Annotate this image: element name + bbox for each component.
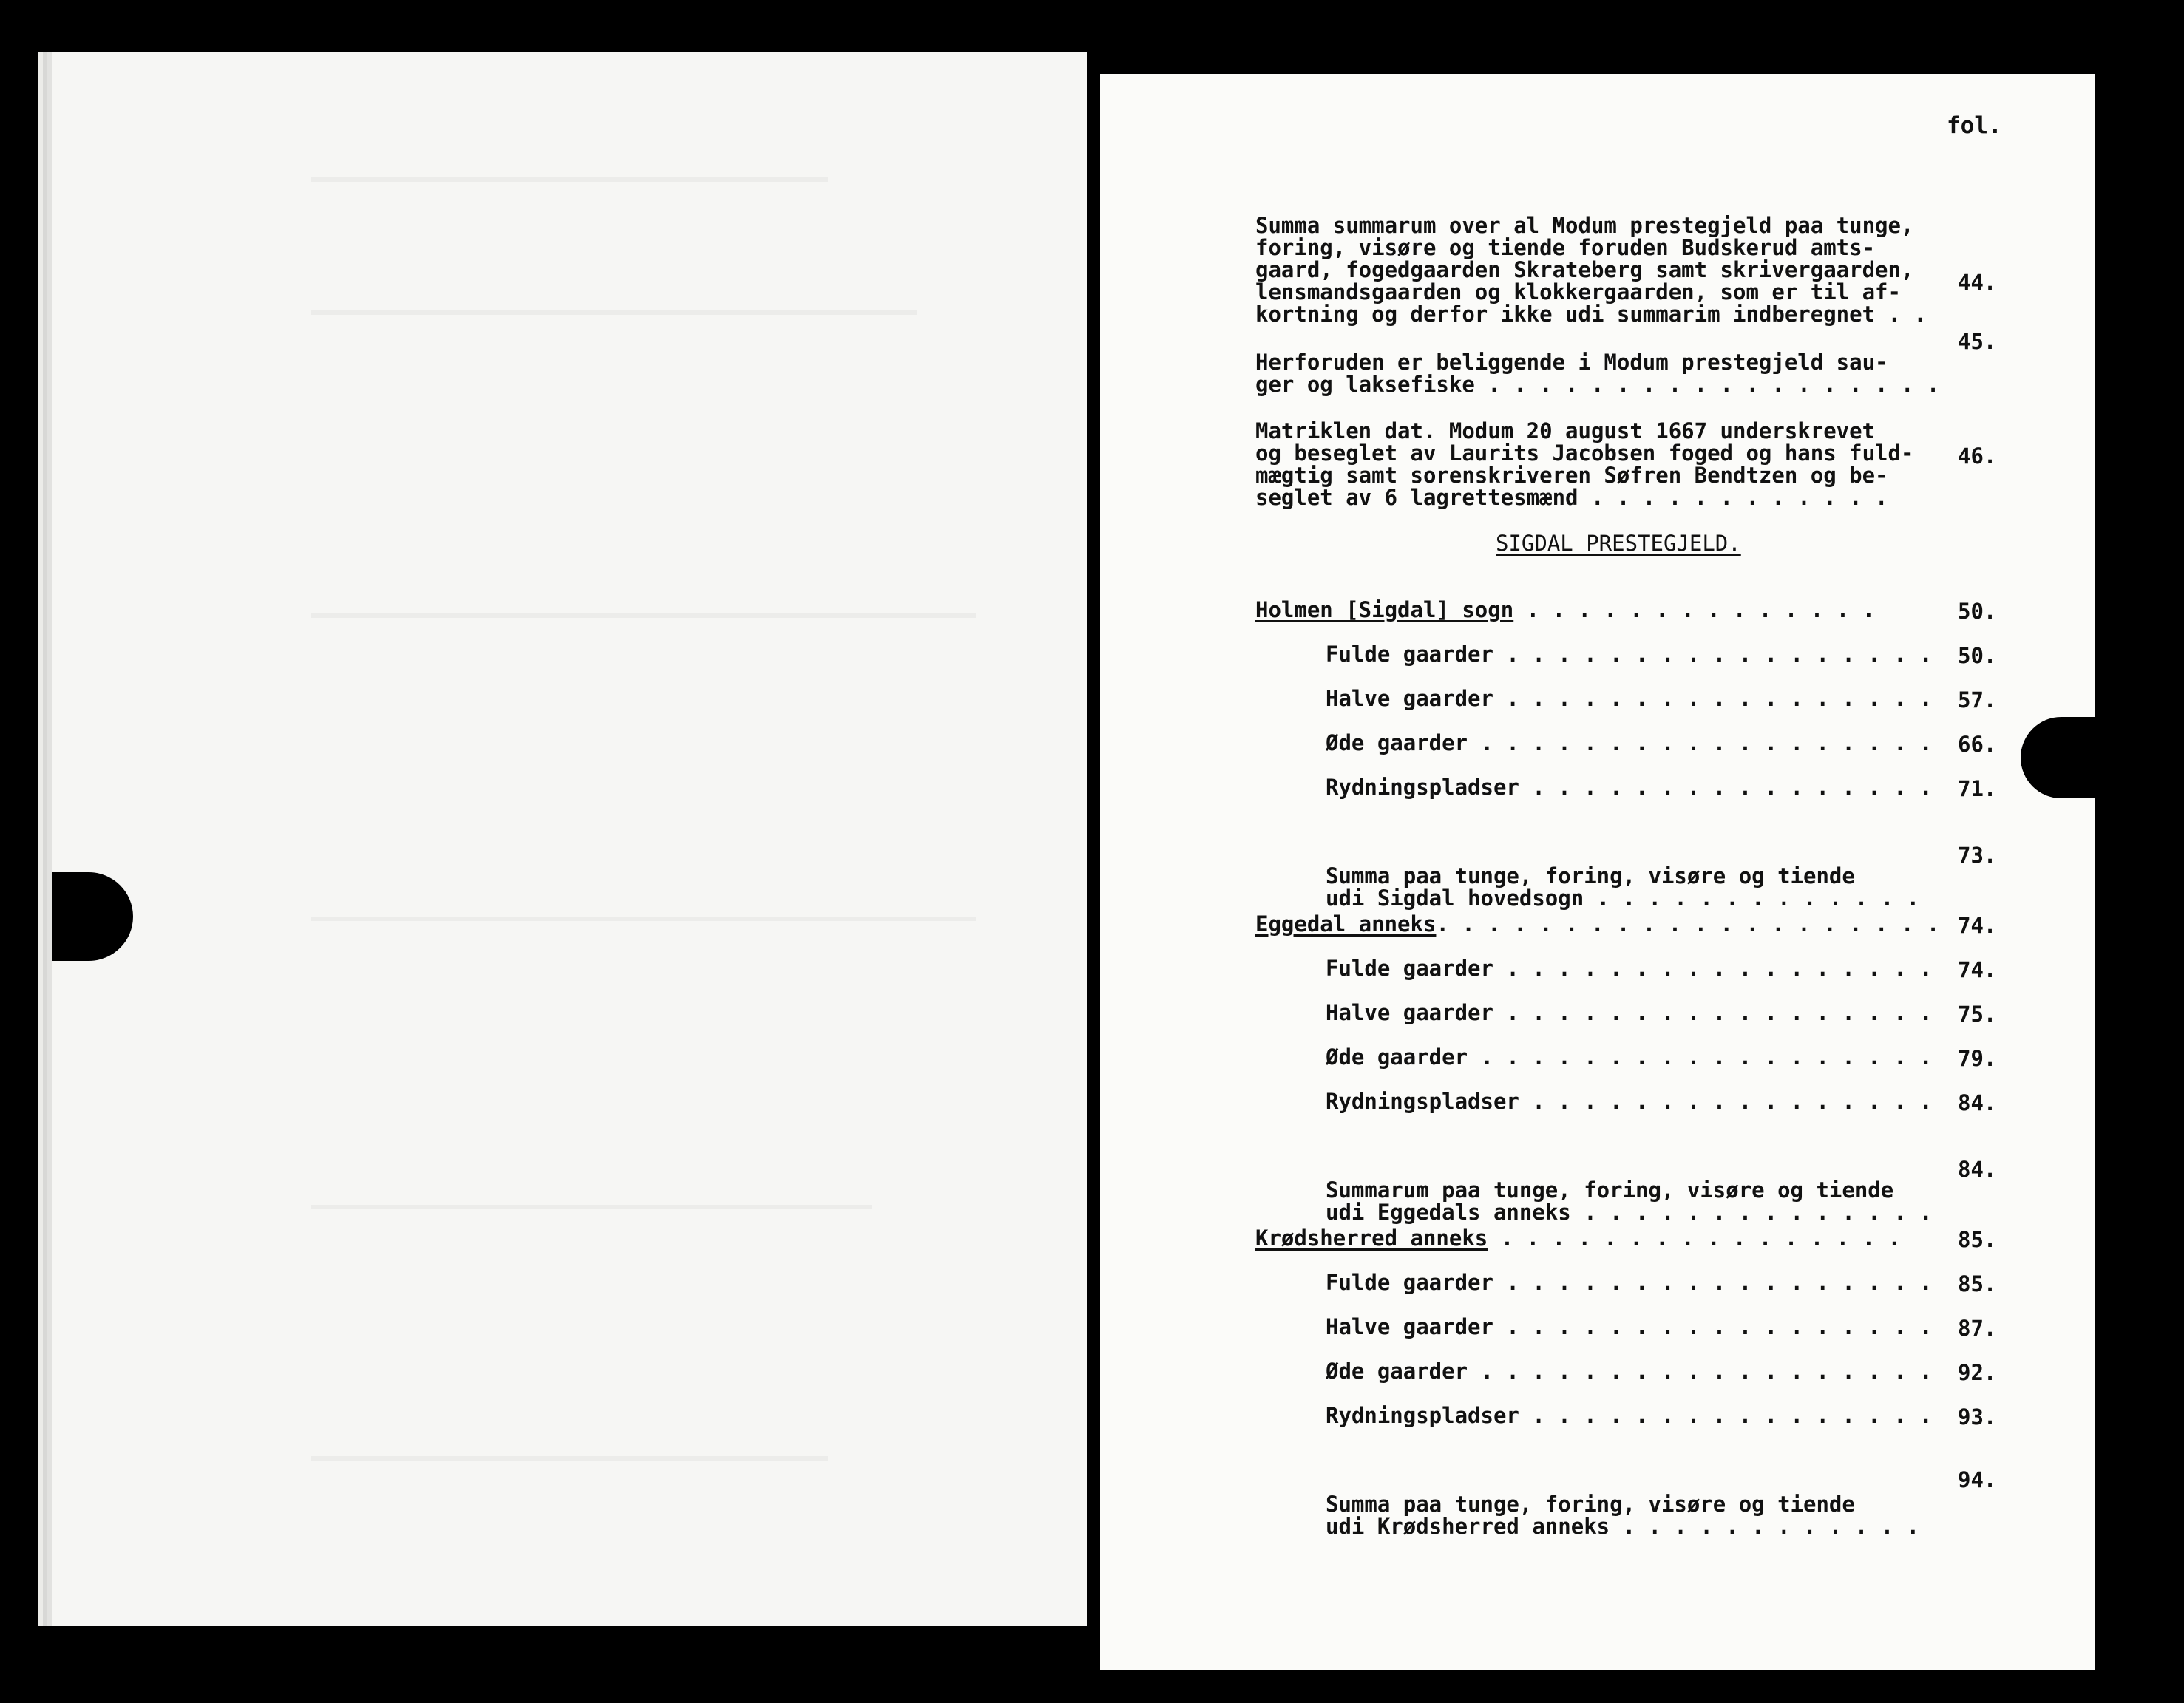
holmen-item: Rydningspladser . . . . . . . . . . . . . . . . [1326,775,1933,800]
holmen-item: Øde gaarder . . . . . . . . . . . . . . . . . . [1326,730,1933,755]
holmen-summary: Summa paa tunge, foring, visøre og tiende udi Sigdal hovedsogn . . . . . . . . . . . . . [1326,863,1920,911]
page-number: 85. [1958,1271,1997,1296]
left-page [52,52,1087,1626]
right-page [1100,74,2095,1670]
page-number: 79. [1958,1046,1997,1071]
eggedal-item: Fulde gaarder . . . . . . . . . . . . . . . . . [1326,956,1933,981]
folio-label: fol. [1947,112,2002,139]
page-number: 93. [1958,1404,1997,1430]
krodsherred-summary: Summa paa tunge, foring, visøre og tiende udi Krødsherred anneks . . . . . . . . . . . . [1326,1492,1920,1539]
holmen-item: Halve gaarder . . . . . . . . . . . . . . . . . [1326,686,1933,711]
page-number: 74. [1958,957,1997,982]
page-number: 73. [1958,843,1997,868]
eggedal-title: Eggedal anneks. . . . . . . . . . . . . . . . . . . . [1255,911,1940,937]
modum-entry-3: Matriklen dat. Modum 20 august 1667 underskrevet og beseglet av Laurits Jacobsen foged og hans fuld- mægtig samt sorenskriveren Søfren Bendtzen og be- seglet av 6 lagrettesmænd . . . . . . . . . . . . [1255,418,1914,510]
eggedal-summary: Summarum paa tunge, foring, visøre og tiende udi Eggedals anneks . . . . . . . . . . . . . . [1326,1177,1933,1225]
page-number: 94. [1958,1467,1997,1492]
page-number: 50. [1958,643,1997,668]
page-number: 71. [1958,776,1997,801]
eggedal-item: Øde gaarder . . . . . . . . . . . . . . . . . . [1326,1044,1933,1070]
bleed-through-line [311,1456,828,1461]
page-number: 57. [1958,687,1997,713]
krodsherred-item: Øde gaarder . . . . . . . . . . . . . . . . . . [1326,1359,1933,1384]
page-number: 66. [1958,732,1997,757]
bleed-through-line [311,613,976,618]
page-number: 87. [1958,1316,1997,1341]
page-number: 84. [1958,1157,1997,1182]
bleed-through-line [311,917,976,921]
page-number: 75. [1958,1002,1997,1027]
left-page-notch [52,872,133,961]
holmen-item: Fulde gaarder . . . . . . . . . . . . . . . . . [1326,642,1933,667]
right-page-notch [2021,717,2102,798]
page-number: 92. [1958,1360,1997,1385]
modum-entry-2: Herforuden er beliggende i Modum prestegjeld sau- ger og laksefiske . . . . . . . . . . . . . . . . . . [1255,350,1940,397]
modum-entry-1: Summa summarum over al Modum prestegjeld paa tunge, foring, visøre og tiende foruden Budskerud amts- gaard, fogedgaarden Skrateberg samt skrivergaarden, lensmandsgaarden og klokkergaarden, som er til af- kortning og derfor ikke udi summarim indberegnet . . [1255,213,1927,327]
krodsherred-item: Halve gaarder . . . . . . . . . . . . . . . . . [1326,1314,1933,1339]
page-number: 74. [1958,913,1997,938]
bleed-through-line [311,177,828,182]
krodsherred-title: Krødsherred anneks . . . . . . . . . . . . . . . . [1255,1226,1901,1251]
section-title: SIGDAL PRESTEGJELD. [1496,531,1741,556]
bleed-through-line [311,1205,872,1209]
krodsherred-item: Rydningspladser . . . . . . . . . . . . . . . . [1326,1403,1933,1428]
page-number: 85. [1958,1227,1997,1252]
holmen-title: Holmen [Sigdal] sogn . . . . . . . . . . . . . . [1255,597,1876,622]
bleed-through-line [311,310,917,315]
page-number: 46. [1958,443,1997,469]
eggedal-item: Halve gaarder . . . . . . . . . . . . . . . . . [1326,1000,1933,1025]
page-number: 50. [1958,599,1997,624]
page-number: 45. [1958,329,1997,354]
eggedal-item: Rydningspladser . . . . . . . . . . . . . . . . [1326,1089,1933,1114]
krodsherred-item: Fulde gaarder . . . . . . . . . . . . . . . . . [1326,1270,1933,1295]
page-number: 84. [1958,1090,1997,1115]
page-number: 44. [1958,270,1997,295]
